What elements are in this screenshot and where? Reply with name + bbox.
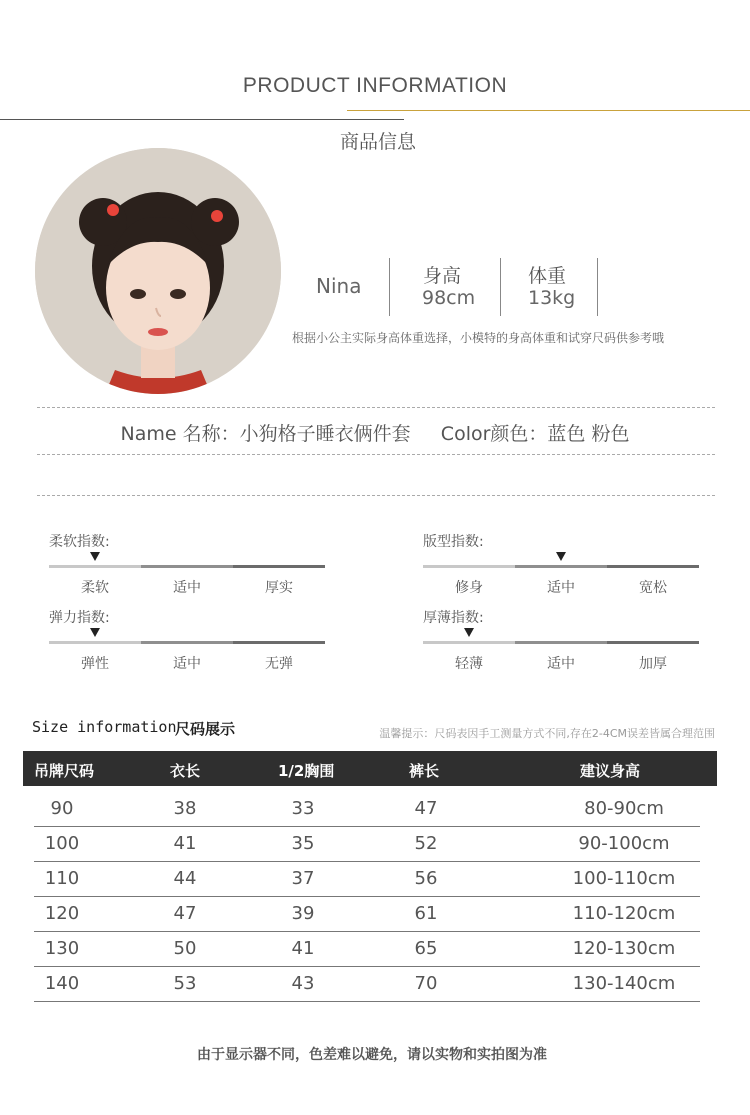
table-cell: 41 — [173, 833, 197, 854]
model-name: Nina — [316, 274, 362, 298]
index-option-label: 轻薄 — [455, 656, 483, 672]
dashed-divider — [37, 454, 715, 455]
page-subtitle: 商品信息 — [339, 131, 416, 153]
divider — [597, 258, 598, 316]
table-cell: 110-120cm — [572, 903, 676, 924]
table-row-divider — [34, 826, 700, 827]
table-cell: 130-140cm — [572, 973, 676, 994]
index-option-label: 适中 — [173, 656, 201, 672]
index-option-label: 适中 — [547, 580, 575, 596]
table-row-divider — [34, 896, 700, 897]
table-cell: 70 — [414, 973, 438, 994]
dashed-divider — [37, 407, 715, 408]
index-title: 柔软指数: — [49, 534, 110, 550]
index-bar-segment — [423, 641, 515, 644]
size-tip: 温馨提示：尺码表因手工测量方式不同,存在2-4CM误差皆属合理范围 — [379, 727, 715, 740]
product-name-color: Name 名称：小狗格子睡衣俩件套 Color颜色：蓝色 粉色 — [120, 423, 630, 445]
table-row-divider — [34, 861, 700, 862]
table-header-cell: 衣长 — [170, 762, 201, 780]
dashed-divider — [37, 495, 715, 496]
table-cell: 56 — [414, 868, 438, 889]
index-bar-segment — [233, 565, 325, 568]
table-cell: 90-100cm — [578, 833, 670, 854]
table-cell: 52 — [414, 833, 438, 854]
index-option-label: 修身 — [455, 580, 483, 596]
table-cell: 38 — [173, 798, 197, 819]
index-selected-marker — [90, 552, 100, 561]
table-cell: 140 — [44, 973, 80, 994]
index-bar-segment — [141, 565, 233, 568]
model-note: 根据小公主实际身高体重选择，小模特的身高体重和试穿尺码供参考哦 — [292, 331, 665, 345]
size-section-title: Size information — [32, 718, 177, 736]
index-title: 厚薄指数: — [423, 610, 484, 626]
table-cell: 41 — [291, 938, 315, 959]
page-title: PRODUCT INFORMATION — [242, 74, 508, 97]
height-label: 身高 — [423, 265, 462, 287]
table-header-cell: 裤长 — [409, 762, 440, 780]
table-cell: 33 — [291, 798, 315, 819]
divider — [500, 258, 501, 316]
table-row-divider — [34, 1001, 700, 1002]
table-cell: 130 — [44, 938, 80, 959]
index-option-label: 宽松 — [639, 580, 667, 596]
index-option-label: 厚实 — [265, 580, 293, 596]
table-header-cell: 吊牌尺码 — [34, 762, 95, 780]
table-cell: 47 — [414, 798, 438, 819]
index-bar-segment — [515, 641, 607, 644]
table-cell: 53 — [173, 973, 197, 994]
table-cell: 47 — [173, 903, 197, 924]
header-gold-rule — [347, 110, 750, 111]
index-bar-segment — [49, 641, 141, 644]
table-row-divider — [34, 966, 700, 967]
index-bar-segment — [607, 565, 699, 568]
table-cell: 44 — [173, 868, 197, 889]
index-option-label: 弹性 — [81, 656, 109, 672]
table-cell: 50 — [173, 938, 197, 959]
table-cell: 35 — [291, 833, 315, 854]
table-cell: 61 — [414, 903, 438, 924]
index-option-label: 适中 — [547, 656, 575, 672]
header-dark-rule — [0, 119, 404, 120]
weight-label: 体重 — [528, 265, 567, 287]
table-cell: 120 — [44, 903, 80, 924]
size-section-title-cn: 尺码展示 — [175, 720, 236, 738]
table-cell: 39 — [291, 903, 315, 924]
table-cell: 120-130cm — [572, 938, 676, 959]
index-title: 弹力指数: — [49, 610, 110, 626]
footer-note: 由于显示器不同，色差难以避免，请以实物和实拍图为准 — [197, 1047, 547, 1063]
index-option-label: 加厚 — [639, 656, 667, 672]
index-bar-segment — [233, 641, 325, 644]
table-cell: 43 — [291, 973, 315, 994]
model-photo — [35, 148, 281, 394]
index-selected-marker — [90, 628, 100, 637]
height-value: 98cm — [422, 287, 476, 309]
table-cell: 80-90cm — [584, 798, 664, 819]
table-cell: 100-110cm — [572, 868, 676, 889]
table-header-cell: 建议身高 — [580, 762, 641, 780]
index-bar-segment — [49, 565, 141, 568]
index-option-label: 无弹 — [265, 656, 293, 672]
divider — [389, 258, 390, 316]
index-bar-segment — [515, 565, 607, 568]
index-title: 版型指数: — [423, 534, 484, 550]
table-cell: 37 — [291, 868, 315, 889]
index-selected-marker — [556, 552, 566, 561]
table-cell: 65 — [414, 938, 438, 959]
index-bar-segment — [423, 565, 515, 568]
table-row-divider — [34, 931, 700, 932]
index-bar-segment — [607, 641, 699, 644]
index-bar-segment — [141, 641, 233, 644]
index-selected-marker — [464, 628, 474, 637]
table-cell: 90 — [50, 798, 74, 819]
weight-value: 13kg — [528, 287, 576, 309]
index-option-label: 适中 — [173, 580, 201, 596]
index-option-label: 柔软 — [81, 580, 109, 596]
table-cell: 100 — [44, 833, 80, 854]
table-cell: 110 — [44, 868, 80, 889]
table-header-cell: 1/2胸围 — [278, 762, 335, 780]
